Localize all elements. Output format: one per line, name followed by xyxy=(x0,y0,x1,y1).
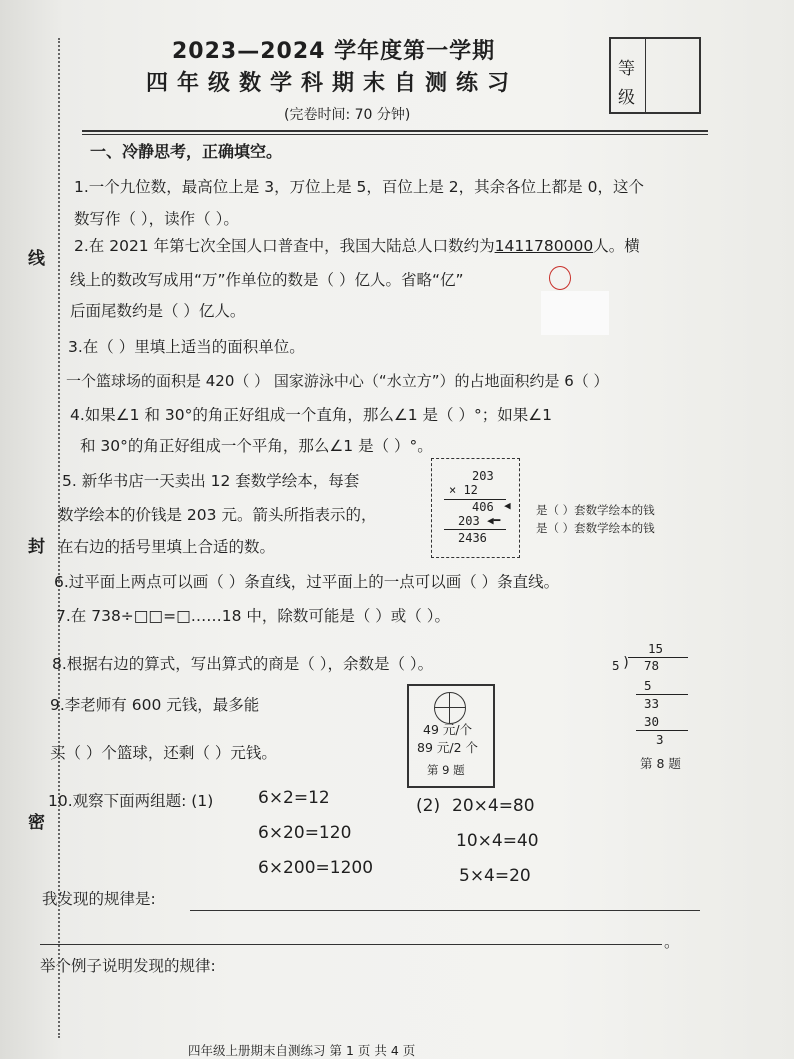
question-5-fill-1: 是（ ）套数学绘本的钱 xyxy=(536,503,655,517)
question-7: 7.在 738÷□□=□……18 中，除数可能是（ ）或（ ）。 xyxy=(56,607,450,625)
red-pen-circle xyxy=(549,266,571,290)
header-rule-thin xyxy=(82,134,708,135)
question-8-caption: 第 8 题 xyxy=(640,756,681,771)
rule-answer-line-2[interactable] xyxy=(40,944,662,945)
q10-group1-eq1: 6×2=12 xyxy=(258,788,330,808)
grade-box xyxy=(609,37,701,114)
q10-group2-eq1: 20×4=80 xyxy=(452,796,535,816)
q10-group2-label: (2) xyxy=(416,796,441,816)
calc-product: 2436 xyxy=(458,531,487,545)
question-2-line3: 后面尾数约是（ ）亿人。 xyxy=(70,302,246,320)
grade-box-divider xyxy=(645,39,646,112)
division-rule-1 xyxy=(636,694,688,695)
binding-char-xian: 线 xyxy=(28,249,45,269)
division-divisor: 5 xyxy=(612,658,620,673)
header-rule xyxy=(82,130,708,132)
exam-title: 四年级数学科期末自测练习 xyxy=(146,71,519,96)
question-5-line2: 数学绘本的价钱是 203 元。箭头所指表示的， xyxy=(58,506,377,524)
question-2-text: 2.在 2021 年第七次全国人口普查中，我国大陆总人口数约为 xyxy=(74,237,495,255)
basketball-price-pair: 89 元/2 个 xyxy=(417,740,479,755)
page-footer: 四年级上册期末自测练习 第 1 页 共 4 页 xyxy=(188,1043,416,1058)
question-2-line1 xyxy=(74,234,640,256)
question-2-text-end: 人。横 xyxy=(593,237,640,255)
example-prompt: 举个例子说明发现的规律: xyxy=(40,957,216,975)
rule-prompt: 我发现的规律是: xyxy=(42,890,156,908)
question-9-line1: 9.李老师有 600 元钱，最多能 xyxy=(50,696,260,714)
basketball-seam-vertical xyxy=(449,693,450,723)
question-2-line2: 线上的数改写成用“万”作单位的数是（ ）亿人。省略“亿” xyxy=(70,271,464,289)
q10-group1-eq2: 6×20=120 xyxy=(258,823,352,843)
rule-period: 。 xyxy=(664,933,680,951)
basketball-price-single: 49 元/个 xyxy=(423,722,473,737)
division-step-3: 30 xyxy=(644,714,660,729)
division-dividend: 78 xyxy=(644,658,660,673)
grade-label-ji: 级 xyxy=(618,88,635,108)
calc-multiplicand: 203 xyxy=(472,469,494,483)
basketball-seam-horizontal xyxy=(435,707,465,708)
grade-label-deng: 等 xyxy=(618,59,635,79)
question-1-line1: 1.一个九位数，最高位上是 3，万位上是 5，百位上是 2，其余各位上都是 0，这个 xyxy=(74,178,644,196)
question-9-caption: 第 9 题 xyxy=(427,763,465,777)
division-step-2: 33 xyxy=(644,696,660,711)
calc-partial-1: 406 xyxy=(472,500,494,514)
basketball-price-box xyxy=(407,684,495,788)
q10-group2-eq2: 10×4=40 xyxy=(456,831,539,851)
question-6: 6.过平面上两点可以画（ ）条直线，过平面上的一点可以画（ ）条直线。 xyxy=(54,573,560,591)
binding-char-mi: 密 xyxy=(28,813,45,833)
exam-title-year: 2023—2024 学年度第一学期 xyxy=(172,39,496,64)
question-3-line1: 3.在（ ）里填上适当的面积单位。 xyxy=(68,338,305,356)
exam-duration: (完卷时间: 70 分钟) xyxy=(284,107,411,123)
division-bracket: ) xyxy=(622,655,631,671)
question-5-line3: 在右边的括号里填上合适的数。 xyxy=(58,538,276,556)
binding-char-feng: 封 xyxy=(28,537,45,557)
division-rule-2 xyxy=(636,730,688,731)
section-heading: 一、冷静思考，正确填空。 xyxy=(90,142,283,161)
rule-answer-line-1[interactable] xyxy=(190,910,700,911)
question-9-line2: 买（ ）个篮球，还剩（ ）元钱。 xyxy=(50,744,277,762)
question-4-line1: 4.如果∠1 和 30°的角正好组成一个直角，那么∠1 是（ ）°；如果∠1 xyxy=(70,406,552,424)
division-quotient: 15 xyxy=(648,641,664,656)
arrow-1-icon: ◀ xyxy=(504,499,511,512)
q10-group2-eq3: 5×4=20 xyxy=(459,866,531,886)
question-10-label: 10.观察下面两组题: (1) xyxy=(48,792,214,810)
arrow-2-icon: ◀━ xyxy=(487,514,501,527)
q10-group1-eq3: 6×200=1200 xyxy=(258,858,374,878)
population-number: 1411780000 xyxy=(494,237,594,255)
multiplication-box xyxy=(431,458,520,558)
question-5-line1: 5. 新华书店一天卖出 12 套数学绘本，每套 xyxy=(62,472,360,490)
question-8: 8.根据右边的算式，写出算式的商是（ ），余数是（ ）。 xyxy=(52,655,434,673)
division-step-1: 5 xyxy=(644,678,652,693)
question-4-line2: 和 30°的角正好组成一个平角，那么∠1 是（ ）°。 xyxy=(80,437,433,455)
calc-rule-2 xyxy=(444,529,506,530)
calc-multiplier: × 12 xyxy=(449,483,478,497)
division-remainder: 3 xyxy=(656,732,664,747)
question-5-fill-2: 是（ ）套数学绘本的钱 xyxy=(536,521,655,535)
calc-partial-2: 203 xyxy=(458,514,480,528)
question-1-line2: 数写作（ ），读作（ ）。 xyxy=(74,210,239,228)
whiteout-patch xyxy=(541,291,609,335)
question-3-line2: 一个篮球场的面积是 420（ ） 国家游泳中心（“水立方”）的占地面积约是 6（ ） xyxy=(66,372,609,390)
